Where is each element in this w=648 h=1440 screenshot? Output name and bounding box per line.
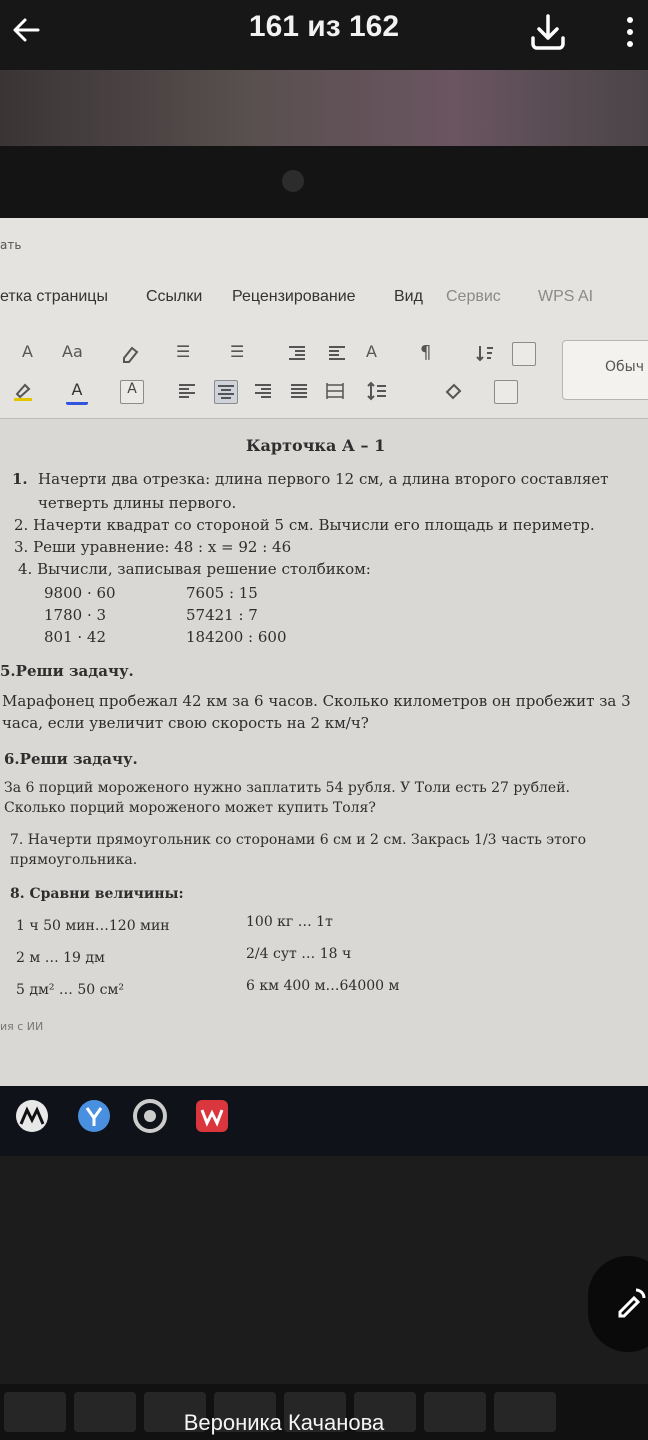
browser-c-icon[interactable] [130, 1096, 170, 1136]
task-1-number: 1. [12, 470, 28, 488]
clear-format-icon[interactable] [118, 342, 140, 364]
align-left-icon[interactable] [176, 380, 198, 402]
task-1-line2: четверть длины первого. [38, 494, 237, 512]
font-grow-tool[interactable]: A [366, 342, 377, 361]
task-3: 3. Реши уравнение: 48 : х = 92 : 46 [14, 538, 292, 556]
font-color-tool[interactable]: A [66, 380, 88, 405]
author-name: Вероника Качанова [183, 1410, 385, 1435]
border-style-icon[interactable] [494, 380, 518, 404]
more-vertical-icon[interactable] [618, 12, 642, 52]
borders-icon[interactable] [512, 342, 536, 366]
editor-ribbon [0, 218, 648, 419]
calc-left-3: 801 · 42 [44, 628, 107, 646]
menu-references[interactable]: Ссылки [146, 288, 203, 305]
task-7-line2: прямоугольника. [10, 852, 138, 868]
task-4: 4. Вычисли, записывая решение столбиком: [18, 560, 371, 578]
line-spacing-icon[interactable] [366, 380, 388, 402]
os-taskbar [0, 1086, 648, 1156]
char-shading-tool[interactable]: A [120, 380, 144, 404]
image-counter: 161 из 162 [248, 10, 400, 43]
compare-right-2: 2/4 сут … 18 ч [246, 946, 352, 962]
menu-tools[interactable]: Сервис [446, 288, 501, 305]
laptop-screen [0, 218, 648, 1148]
camera-icon [282, 170, 304, 192]
highlight-icon[interactable] [12, 380, 34, 402]
calc-right-3: 184200 : 600 [186, 628, 287, 646]
task-8-title: 8. Сравни величины: [10, 886, 184, 902]
sort-icon[interactable] [474, 342, 496, 364]
justify-icon[interactable] [288, 380, 310, 402]
menu-review[interactable]: Рецензирование [232, 288, 356, 305]
compare-right-1: 100 кг … 1т [246, 914, 333, 930]
task-5-line2: часа, если увеличит свою скорость на 2 км/ч? [2, 714, 369, 732]
align-center-icon[interactable] [214, 380, 238, 404]
yandex-browser-icon[interactable] [74, 1096, 114, 1136]
task-1-line1: Начерти два отрезка: длина первого 12 см, а длина второго составляет [38, 470, 609, 488]
task-5-line1: Марафонец пробежал 42 км за 6 часов. Сколько километров он пробежит за 3 [2, 692, 631, 710]
increase-indent-icon[interactable] [326, 342, 348, 364]
app-title-fragment: ать [0, 238, 22, 252]
photo-view[interactable] [0, 70, 648, 1440]
calc-left-1: 9800 · 60 [44, 584, 116, 602]
laptop-bezel [0, 146, 648, 218]
style-gallery[interactable] [562, 340, 648, 400]
formatting-toolbar [0, 338, 548, 414]
task-7-line1: 7. Начерти прямоугольник со сторонами 6 см и 2 см. Закрась 1/3 часть этого [10, 832, 587, 848]
document-page [0, 428, 648, 1108]
numbered-list-icon[interactable]: ☰ [230, 342, 245, 361]
calc-right-1: 7605 : 15 [186, 584, 258, 602]
calc-left-2: 1780 · 3 [44, 606, 107, 624]
edit-sparkle-icon [610, 1284, 648, 1324]
laptop-keyboard [0, 1156, 648, 1440]
viewer-top-bar [0, 0, 648, 70]
card-heading: Карточка А – 1 [246, 436, 386, 455]
task-2: 2. Начерти квадрат со стороной 5 см. Вычисли его площадь и периметр. [14, 516, 595, 534]
paragraph-mark-icon[interactable]: ¶ [420, 342, 432, 363]
menu-page-layout[interactable]: етка страницы [0, 288, 108, 305]
task-6-title: 6.Реши задачу. [4, 750, 138, 768]
task-5-title: 5.Реши задачу. [0, 662, 134, 680]
menu-view[interactable]: Вид [394, 288, 423, 305]
fill-color-icon[interactable] [442, 380, 464, 402]
menu-wps-ai[interactable]: WPS AI [538, 288, 594, 305]
font-size-tool[interactable]: A [22, 342, 33, 361]
compare-left-2: 2 м … 19 дм [16, 950, 105, 966]
download-icon[interactable] [526, 10, 570, 54]
task-6-line2: Сколько порций мороженого может купить Толя? [4, 800, 376, 816]
distributed-icon[interactable] [324, 380, 346, 402]
change-case-tool[interactable]: Aa [62, 342, 83, 361]
compare-right-3: 6 км 400 м…64000 м [246, 978, 400, 994]
decrease-indent-icon[interactable] [286, 342, 308, 364]
align-right-icon[interactable] [252, 380, 274, 402]
compare-left-1: 1 ч 50 мин…120 мин [16, 918, 170, 934]
compare-left-3: 5 дм² … 50 см² [16, 982, 124, 998]
style-normal-label: Обыч [605, 359, 644, 375]
task-6-line1: За 6 порций мороженого нужно заплатить 54 рубля. У Толи есть 27 рублей. [4, 780, 570, 796]
image-edit-button[interactable] [588, 1256, 648, 1352]
calc-right-2: 57421 : 7 [186, 606, 258, 624]
bullet-list-icon[interactable]: ☰ [176, 342, 191, 361]
app-m-icon[interactable] [12, 1096, 52, 1136]
background-room [0, 70, 648, 150]
status-fragment: ия с ИИ [0, 1020, 44, 1033]
wps-writer-icon[interactable] [192, 1096, 232, 1136]
